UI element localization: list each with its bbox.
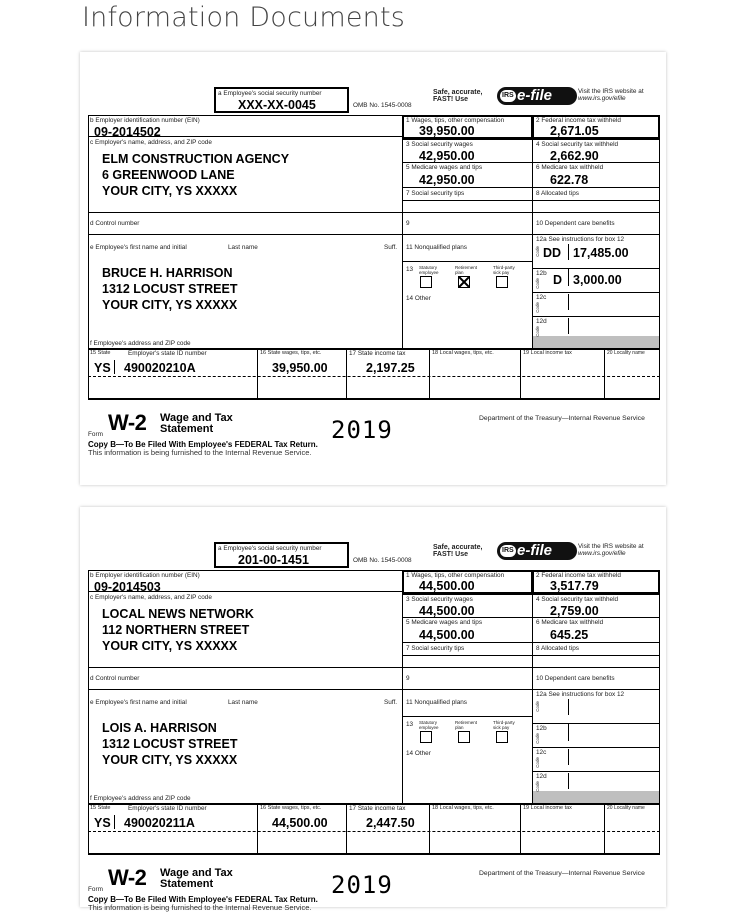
box16-value: 44,500.00: [272, 816, 328, 830]
box9-label: 9: [406, 220, 410, 227]
box12a-label: 12a See instructions for box 12: [536, 236, 625, 243]
dept-label: Department of the Treasury—Internal Revenue Service: [479, 870, 645, 877]
state-value: YS: [94, 816, 111, 830]
box1-value: 39,950.00: [419, 124, 475, 138]
box19-label: 19 Local income tax: [523, 805, 572, 811]
box4-value: 2,662.90: [550, 149, 599, 163]
box6-label: 6 Medicare tax withheld: [536, 164, 604, 171]
ssn-label: a Employee's social security number: [218, 90, 322, 97]
employee-street: 1312 LOCUST STREET: [102, 282, 238, 296]
wage-statement-line2: Statement: [160, 878, 214, 890]
thirdparty-label: Third-party sick pay: [493, 720, 515, 730]
efile-logo: [497, 542, 577, 560]
statutory-checkbox[interactable]: [420, 276, 432, 288]
box12b-code-side: Code: [535, 733, 540, 744]
box3-value: 42,950.00: [419, 149, 475, 163]
box12a-label: 12a See instructions for box 12: [536, 691, 625, 698]
box12b-code: D: [553, 273, 563, 287]
box7-label: 7 Social security tips: [406, 190, 465, 197]
box5-value: 44,500.00: [419, 628, 475, 642]
wage-statement-line1: Wage and Tax: [160, 867, 233, 879]
state-value: YS: [94, 361, 111, 375]
box3-label: 3 Social security wages: [406, 596, 473, 603]
box10-label: 10 Dependent care benefits: [536, 220, 615, 227]
box20-label: 20 Locality name: [607, 805, 645, 811]
employee-name: LOIS A. HARRISON: [102, 721, 217, 735]
box5-label: 5 Medicare wages and tips: [406, 164, 483, 171]
w2-title: W-2: [108, 865, 147, 890]
employer-street: 112 NORTHERN STREET: [102, 623, 250, 637]
employee-address-label: f Employee's address and ZIP code: [90, 795, 191, 802]
box14-label: 14 Other: [406, 750, 431, 757]
employee-label: e Employee's first name and initial: [90, 244, 187, 251]
employer-city: YOUR CITY, YS XXXXX: [102, 184, 238, 198]
box2-label: 2 Federal income tax withheld: [536, 572, 621, 579]
box19-label: 19 Local income tax: [523, 350, 572, 356]
box1-value: 44,500.00: [419, 579, 475, 593]
box12b-amount: 3,000.00: [573, 273, 622, 287]
w2-card: [80, 507, 666, 912]
ein-label: b Employer identification number (EIN): [90, 572, 200, 579]
box16-label: 16 State wages, tips, etc.: [260, 805, 322, 811]
box12a-code: DD: [543, 246, 562, 260]
employee-city: YOUR CITY, YS XXXXX: [102, 753, 238, 767]
visit-url: www.irs.gov/efile: [578, 550, 626, 557]
retirement-label: Retirement plan: [455, 265, 478, 275]
box2-label: 2 Federal income tax withheld: [536, 117, 621, 124]
box15-id-label: Employer's state ID number: [128, 350, 207, 357]
box14-label: 14 Other: [406, 295, 431, 302]
box20-label: 20 Locality name: [607, 350, 645, 356]
page-title: Information Documents: [82, 2, 406, 33]
box17-value: 2,447.50: [366, 816, 415, 830]
ein-value: 09-2014503: [94, 580, 161, 594]
employee-street: 1312 LOCUST STREET: [102, 737, 238, 751]
box10-label: 10 Dependent care benefits: [536, 675, 615, 682]
furnished-label: This information is being furnished to the Internal Revenue Service.: [88, 903, 312, 912]
box12c-label: 12c: [536, 749, 547, 756]
tax-year: 2019: [331, 871, 393, 899]
box12c-code-side: Code: [535, 757, 540, 768]
box12c-label: 12c: [536, 294, 547, 301]
box15-label: 15 State: [90, 805, 111, 811]
statutory-checkbox[interactable]: [420, 731, 432, 743]
state-id-value: 490020210A: [124, 361, 196, 375]
copy-label: Copy B—To Be Filed With Employee's FEDERAL Tax Return.: [88, 895, 318, 904]
safe-label: Safe, accurate,: [433, 89, 483, 96]
box7-label: 7 Social security tips: [406, 645, 465, 652]
box3-label: 3 Social security wages: [406, 141, 473, 148]
box12a-code-side: Code: [535, 246, 540, 257]
box11-label: 11 Nonqualified plans: [406, 244, 467, 251]
employee-address-label: f Employee's address and ZIP code: [90, 340, 191, 347]
employer-label: c Employer's name, address, and ZIP code: [90, 139, 212, 146]
box15-label: 15 State: [90, 350, 111, 356]
retirement-label: Retirement plan: [455, 720, 478, 730]
employer-label: c Employer's name, address, and ZIP code: [90, 594, 212, 601]
box1-label: 1 Wages, tips, other compensation: [406, 572, 505, 579]
ssn-value: 201-00-1451: [238, 553, 309, 567]
state-id-value: 490020211A: [124, 816, 195, 830]
box2-value: 2,671.05: [550, 124, 599, 138]
box13-label: 13: [406, 721, 414, 728]
statutory-label: Statutory employee: [419, 720, 439, 730]
wage-statement-line1: Wage and Tax: [160, 412, 233, 424]
employer-city: YOUR CITY, YS XXXXX: [102, 639, 238, 653]
box15-id-label: Employer's state ID number: [128, 805, 207, 812]
box12a-code-side: Code: [535, 701, 540, 712]
retirement-checkbox[interactable]: [458, 731, 470, 743]
efile-logo-text: e-file: [517, 87, 553, 104]
fast-label: FAST! Use: [433, 551, 469, 558]
ssn-value: XXX-XX-0045: [238, 98, 316, 112]
irs-logo-icon: IRS: [500, 545, 516, 557]
omb-label: OMB No. 1545-0008: [353, 557, 412, 564]
copy-label: Copy B—To Be Filed With Employee's FEDERAL Tax Return.: [88, 440, 318, 449]
retirement-checkbox[interactable]: [458, 276, 470, 288]
employee-name: BRUCE H. HARRISON: [102, 266, 233, 280]
box12d-label: 12d: [536, 773, 547, 780]
statutory-label: Statutory employee: [419, 265, 439, 275]
efile-logo-text: e-file: [517, 542, 553, 559]
box6-value: 622.78: [550, 173, 589, 187]
box11-label: 11 Nonqualified plans: [406, 699, 467, 706]
control-label: d Control number: [90, 220, 140, 227]
box12c-code-side: Code: [535, 302, 540, 313]
box18-label: 18 Local wages, tips, etc.: [432, 350, 494, 356]
box16-label: 16 State wages, tips, etc.: [260, 350, 322, 356]
furnished-label: This information is being furnished to the Internal Revenue Service.: [88, 448, 312, 457]
ein-label: b Employer identification number (EIN): [90, 117, 200, 124]
box17-label: 17 State income tax: [349, 350, 406, 357]
box12d-code-side: Code: [535, 781, 540, 792]
visit-url: www.irs.gov/efile: [578, 95, 626, 102]
suff-label: Suff.: [384, 244, 398, 251]
fast-label: FAST! Use: [433, 96, 469, 103]
box3-value: 44,500.00: [419, 604, 475, 618]
box12d-code-side: Code: [535, 326, 540, 337]
safe-label: Safe, accurate,: [433, 544, 483, 551]
box5-label: 5 Medicare wages and tips: [406, 619, 483, 626]
thirdparty-label: Third-party sick pay: [493, 265, 515, 275]
visit-label: Visit the IRS website at: [578, 543, 644, 550]
box2-value: 3,517.79: [550, 579, 599, 593]
box17-label: 17 State income tax: [349, 805, 406, 812]
box8-label: 8 Allocated tips: [536, 645, 579, 652]
box4-value: 2,759.00: [550, 604, 599, 618]
lastname-label: Last name: [228, 244, 258, 251]
lastname-label: Last name: [228, 699, 258, 706]
employer-name: ELM CONSTRUCTION AGENCY: [102, 152, 290, 166]
ein-value: 09-2014502: [94, 125, 161, 139]
omb-label: OMB No. 1545-0008: [353, 102, 412, 109]
box4-label: 4 Social security tax withheld: [536, 596, 619, 603]
box12d-label: 12d: [536, 318, 547, 325]
irs-logo-icon: IRS: [500, 90, 516, 102]
w2-card: [80, 52, 666, 485]
box17-value: 2,197.25: [366, 361, 415, 375]
efile-logo: [497, 87, 577, 105]
employee-label: e Employee's first name and initial: [90, 699, 187, 706]
dept-label: Department of the Treasury—Internal Revenue Service: [479, 415, 645, 422]
employer-street: 6 GREENWOOD LANE: [102, 168, 235, 182]
box12b-label: 12b: [536, 270, 547, 277]
box6-label: 6 Medicare tax withheld: [536, 619, 604, 626]
box9-label: 9: [406, 675, 410, 682]
box1-label: 1 Wages, tips, other compensation: [406, 117, 505, 124]
box12b-code-side: Code: [535, 278, 540, 289]
suff-label: Suff.: [384, 699, 398, 706]
box18-label: 18 Local wages, tips, etc.: [432, 805, 494, 811]
form-word: Form: [88, 431, 103, 438]
box4-label: 4 Social security tax withheld: [536, 141, 619, 148]
visit-label: Visit the IRS website at: [578, 88, 644, 95]
employer-name: LOCAL NEWS NETWORK: [102, 607, 254, 621]
box8-label: 8 Allocated tips: [536, 190, 579, 197]
box12b-label: 12b: [536, 725, 547, 732]
form-word: Form: [88, 886, 103, 893]
employee-city: YOUR CITY, YS XXXXX: [102, 298, 238, 312]
box16-value: 39,950.00: [272, 361, 328, 375]
control-label: d Control number: [90, 675, 140, 682]
ssn-label: a Employee's social security number: [218, 545, 322, 552]
wage-statement-line2: Statement: [160, 423, 214, 435]
box5-value: 42,950.00: [419, 173, 475, 187]
box13-label: 13: [406, 266, 414, 273]
thirdparty-checkbox[interactable]: [496, 276, 508, 288]
w2-title: W-2: [108, 410, 147, 435]
box6-value: 645.25: [550, 628, 589, 642]
tax-year: 2019: [331, 416, 393, 444]
thirdparty-checkbox[interactable]: [496, 731, 508, 743]
box12a-amount: 17,485.00: [573, 246, 629, 260]
